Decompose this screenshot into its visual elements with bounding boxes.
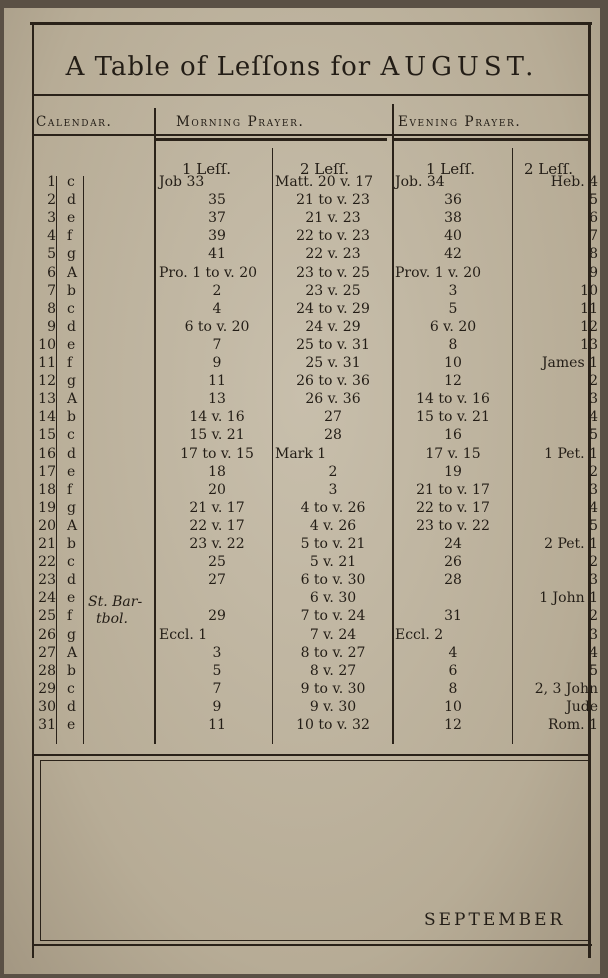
row-morning-first-lesson: 25	[208, 554, 226, 570]
row-day-number: 10	[38, 337, 56, 353]
row-morning-first-lesson: 3	[212, 645, 222, 661]
row-evening-second-lesson: 7	[589, 228, 598, 244]
row-dominical-letter: g	[67, 500, 76, 516]
row-morning-first-lesson: Job 33	[159, 174, 205, 190]
row-evening-second-lesson: 3	[589, 572, 598, 588]
row-day-number: 7	[47, 283, 56, 299]
row-dominical-letter: e	[67, 210, 76, 226]
row-evening-first-lesson: 16	[444, 427, 462, 443]
row-evening-second-lesson: James 1	[541, 355, 598, 371]
row-dominical-letter: f	[67, 228, 73, 244]
row-morning-first-lesson: 23 v. 22	[189, 536, 245, 552]
row-day-number: 15	[38, 427, 56, 443]
row-evening-second-lesson: 5	[589, 518, 598, 534]
row-dominical-letter: e	[67, 464, 76, 480]
row-day-number: 16	[38, 446, 56, 462]
row-dominical-letter: d	[67, 699, 76, 715]
row-morning-first-lesson: 18	[208, 464, 226, 480]
header-evening-prayer: Evening Prayer.	[398, 114, 522, 130]
row-morning-second-lesson: 8 v. 27	[309, 663, 357, 679]
row-evening-first-lesson: 6 v. 20	[429, 319, 477, 335]
row-morning-first-lesson: 20	[208, 482, 226, 498]
row-morning-second-lesson: 21 v. 23	[305, 210, 361, 226]
row-day-number: 28	[38, 663, 56, 679]
row-evening-first-lesson: 24	[444, 536, 462, 552]
row-morning-second-lesson: 21 to v. 23	[296, 192, 370, 208]
header-bottom-rule	[34, 134, 588, 136]
row-morning-second-lesson: 8 to v. 27	[300, 645, 366, 661]
frame-top-rule	[30, 22, 592, 25]
row-evening-second-lesson: 1 John 1	[539, 590, 598, 606]
row-evening-second-lesson: 2 Pet. 1	[544, 536, 598, 552]
frame-bottom-rule	[32, 944, 592, 946]
column-rule-letter	[83, 176, 84, 744]
row-morning-second-lesson: 4 v. 26	[309, 518, 357, 534]
row-dominical-letter: g	[67, 246, 76, 262]
row-morning-second-lesson: 7 v. 24	[309, 627, 357, 643]
row-evening-second-lesson: 2	[589, 373, 598, 389]
row-evening-second-lesson: 2	[589, 464, 598, 480]
row-dominical-letter: d	[67, 446, 76, 462]
row-evening-second-lesson: 1 Pet. 1	[544, 446, 598, 462]
table-bottom-rule-1	[34, 754, 588, 756]
row-day-number: 9	[47, 319, 56, 335]
row-dominical-letter: c	[67, 301, 75, 317]
row-dominical-letter: b	[67, 663, 76, 679]
row-dominical-letter: f	[67, 608, 73, 624]
row-day-number: 30	[38, 699, 56, 715]
row-day-number: 11	[38, 355, 56, 371]
row-dominical-letter: g	[67, 373, 76, 389]
row-morning-second-lesson: 25 v. 31	[305, 355, 361, 371]
row-morning-first-lesson: 5	[212, 663, 222, 679]
row-evening-second-lesson: 2, 3 John	[534, 681, 598, 697]
row-day-number: 22	[38, 554, 56, 570]
row-morning-second-lesson: 22 v. 23	[305, 246, 361, 262]
subheader-evening-second-lesson: 2 Leſſ.	[524, 160, 574, 178]
row-evening-first-lesson: 10	[444, 699, 462, 715]
row-evening-first-lesson: 23 to v. 22	[416, 518, 490, 534]
row-day-number: 23	[38, 572, 56, 588]
row-evening-second-lesson: 8	[589, 246, 598, 262]
row-dominical-letter: c	[67, 427, 75, 443]
row-morning-first-lesson: 37	[208, 210, 226, 226]
row-morning-first-lesson: 4	[212, 301, 222, 317]
row-day-number: 31	[38, 717, 56, 733]
row-evening-second-lesson: 4	[589, 409, 598, 425]
row-evening-first-lesson: 6	[448, 663, 458, 679]
row-morning-first-lesson: Pro. 1 to v. 20	[159, 265, 258, 281]
row-dominical-letter: d	[67, 192, 76, 208]
row-evening-second-lesson: 9	[589, 265, 598, 281]
row-dominical-letter: f	[67, 355, 73, 371]
row-morning-second-lesson: 4 to v. 26	[300, 500, 366, 516]
row-dominical-letter: c	[67, 174, 75, 190]
row-morning-second-lesson: 24 v. 29	[305, 319, 361, 335]
row-day-number: 21	[38, 536, 56, 552]
column-rule-day	[56, 176, 57, 744]
row-morning-second-lesson: 10 to v. 32	[296, 717, 370, 733]
row-dominical-letter: A	[67, 518, 78, 534]
row-day-number: 24	[38, 590, 56, 606]
row-morning-second-lesson: 6 to v. 30	[300, 572, 366, 588]
column-rule-calendar	[154, 108, 156, 744]
row-morning-first-lesson: 2	[212, 283, 222, 299]
row-morning-first-lesson: 27	[208, 572, 226, 588]
subheader-morning-second-lesson: 2 Leſſ.	[300, 160, 350, 178]
row-evening-second-lesson: 3	[589, 627, 598, 643]
row-dominical-letter: c	[67, 681, 75, 697]
row-evening-first-lesson: 4	[448, 645, 458, 661]
row-evening-second-lesson: 4	[589, 500, 598, 516]
row-evening-second-lesson: Heb. 4	[550, 174, 598, 190]
row-morning-first-lesson: 22 v. 17	[189, 518, 245, 534]
row-morning-second-lesson: 26 to v. 36	[296, 373, 370, 389]
row-morning-second-lesson: Matt. 20 v. 17	[275, 174, 374, 190]
row-evening-first-lesson: Eccl. 2	[395, 627, 444, 643]
header-calendar: Calendar.	[36, 114, 113, 130]
row-morning-second-lesson: 27	[324, 409, 342, 425]
row-day-number: 6	[47, 265, 56, 281]
row-evening-first-lesson: 10	[444, 355, 462, 371]
row-day-number: 27	[38, 645, 56, 661]
row-day-number: 17	[38, 464, 56, 480]
row-evening-second-lesson: 12	[580, 319, 598, 335]
row-morning-first-lesson: 9	[212, 355, 222, 371]
row-morning-first-lesson: 7	[212, 337, 222, 353]
row-evening-second-lesson: 10	[580, 283, 598, 299]
row-morning-second-lesson: 24 to v. 29	[296, 301, 370, 317]
row-evening-first-lesson: 19	[444, 464, 462, 480]
row-dominical-letter: A	[67, 645, 78, 661]
row-morning-second-lesson: 23 to v. 25	[296, 265, 370, 281]
row-dominical-letter: e	[67, 590, 76, 606]
row-morning-second-lesson: Mark 1	[275, 446, 327, 462]
row-day-number: 1	[47, 174, 56, 190]
row-dominical-letter: b	[67, 409, 76, 425]
row-day-number: 8	[47, 301, 56, 317]
row-day-number: 19	[38, 500, 56, 516]
table-bottom-rule-2	[40, 760, 588, 761]
title-prefix: A Table of Leſſons for	[65, 52, 372, 82]
row-day-number: 12	[38, 373, 56, 389]
row-evening-first-lesson: 21 to v. 17	[416, 482, 490, 498]
row-dominical-letter: e	[67, 337, 76, 353]
row-evening-second-lesson: 2	[589, 608, 598, 624]
row-morning-second-lesson: 26 v. 36	[305, 391, 361, 407]
row-morning-first-lesson: 21 v. 17	[189, 500, 245, 516]
row-evening-first-lesson: 26	[444, 554, 462, 570]
subheader-rule-evening	[394, 138, 588, 141]
row-evening-first-lesson: 42	[444, 246, 462, 262]
row-morning-first-lesson: 17 to v. 15	[180, 446, 254, 462]
row-day-number: 5	[47, 246, 56, 262]
row-evening-second-lesson: 11	[580, 301, 598, 317]
row-morning-second-lesson: 5 to v. 21	[300, 536, 366, 552]
row-day-number: 13	[38, 391, 56, 407]
row-evening-first-lesson: 12	[444, 373, 462, 389]
row-morning-first-lesson: Eccl. 1	[159, 627, 208, 643]
row-morning-second-lesson: 3	[328, 482, 338, 498]
row-morning-first-lesson: 39	[208, 228, 226, 244]
subheader-evening-first-lesson: 1 Leſſ.	[426, 160, 476, 178]
header-morning-prayer: Morning Prayer.	[176, 114, 305, 130]
row-dominical-letter: b	[67, 536, 76, 552]
row-morning-first-lesson: 9	[212, 699, 222, 715]
row-morning-second-lesson: 5 v. 21	[309, 554, 357, 570]
row-evening-first-lesson: Job. 34	[395, 174, 445, 190]
row-morning-first-lesson: 11	[208, 373, 226, 389]
row-dominical-letter: c	[67, 554, 75, 570]
row-morning-first-lesson: 7	[212, 681, 222, 697]
row-morning-first-lesson: 41	[208, 246, 226, 262]
row-day-number: 20	[38, 518, 56, 534]
row-dominical-letter: e	[67, 717, 76, 733]
row-evening-first-lesson: 31	[444, 608, 462, 624]
row-evening-first-lesson: 22 to v. 17	[416, 500, 490, 516]
footer-left-rule	[40, 760, 41, 940]
row-day-number: 18	[38, 482, 56, 498]
row-morning-second-lesson: 2	[328, 464, 338, 480]
festival-name-line2: tbol.	[96, 611, 128, 627]
row-evening-first-lesson: 5	[448, 301, 458, 317]
row-morning-first-lesson: 14 v. 16	[189, 409, 245, 425]
subheader-rule-morning	[155, 138, 387, 141]
row-morning-second-lesson: 23 v. 25	[305, 283, 361, 299]
row-morning-second-lesson: 25 to v. 31	[296, 337, 370, 353]
row-morning-first-lesson: 11	[208, 717, 226, 733]
row-day-number: 3	[47, 210, 56, 226]
row-morning-first-lesson: 35	[208, 192, 226, 208]
row-evening-second-lesson: 5	[589, 663, 598, 679]
row-morning-second-lesson: 7 to v. 24	[300, 608, 366, 624]
row-dominical-letter: g	[67, 627, 76, 643]
subheader-morning-first-lesson: 1 Leſſ.	[182, 160, 232, 178]
row-evening-second-lesson: 13	[580, 337, 598, 353]
row-evening-second-lesson: 6	[589, 210, 598, 226]
row-dominical-letter: A	[67, 391, 78, 407]
row-evening-second-lesson: 4	[589, 645, 598, 661]
festival-name-line1: St. Bar-	[88, 594, 143, 610]
row-morning-first-lesson: 15 v. 21	[189, 427, 245, 443]
row-morning-second-lesson: 9 v. 30	[309, 699, 357, 715]
row-evening-first-lesson: Prov. 1 v. 20	[395, 265, 482, 281]
header-top-rule	[34, 94, 588, 96]
row-evening-second-lesson: 3	[589, 391, 598, 407]
book-page	[4, 8, 600, 974]
row-evening-first-lesson: 8	[448, 337, 458, 353]
row-day-number: 4	[47, 228, 56, 244]
row-day-number: 29	[38, 681, 56, 697]
row-evening-first-lesson: 36	[444, 192, 462, 208]
row-evening-second-lesson: Jude	[566, 699, 598, 715]
row-day-number: 25	[38, 608, 56, 624]
row-evening-second-lesson: 5	[589, 427, 598, 443]
row-evening-first-lesson: 12	[444, 717, 462, 733]
row-morning-second-lesson: 9 to v. 30	[300, 681, 366, 697]
row-evening-first-lesson: 3	[448, 283, 458, 299]
row-dominical-letter: d	[67, 319, 76, 335]
row-evening-second-lesson: 2	[589, 554, 598, 570]
row-evening-second-lesson: Rom. 1	[547, 717, 598, 733]
row-day-number: 2	[47, 192, 56, 208]
row-day-number: 26	[38, 627, 56, 643]
row-evening-first-lesson: 8	[448, 681, 458, 697]
row-evening-second-lesson: 5	[589, 192, 598, 208]
row-morning-second-lesson: 22 to v. 23	[296, 228, 370, 244]
catchword: SEPTEMBER	[424, 910, 566, 930]
row-morning-second-lesson: 28	[324, 427, 342, 443]
row-evening-first-lesson: 28	[444, 572, 462, 588]
row-dominical-letter: A	[67, 265, 78, 281]
row-evening-first-lesson: 38	[444, 210, 462, 226]
row-morning-first-lesson: 29	[208, 608, 226, 624]
title-month: AUGUST.	[380, 52, 539, 82]
row-evening-first-lesson: 15 to v. 21	[416, 409, 490, 425]
row-evening-first-lesson: 40	[444, 228, 462, 244]
footer-rule	[40, 940, 588, 941]
row-evening-second-lesson: 3	[589, 482, 598, 498]
row-morning-first-lesson: 13	[208, 391, 226, 407]
row-day-number: 14	[38, 409, 56, 425]
row-dominical-letter: b	[67, 283, 76, 299]
row-evening-first-lesson: 14 to v. 16	[416, 391, 490, 407]
row-dominical-letter: d	[67, 572, 76, 588]
row-morning-first-lesson: 6 to v. 20	[184, 319, 250, 335]
row-dominical-letter: f	[67, 482, 73, 498]
row-evening-first-lesson: 17 v. 15	[425, 446, 481, 462]
page-title	[4, 52, 600, 82]
row-morning-second-lesson: 6 v. 30	[309, 590, 357, 606]
